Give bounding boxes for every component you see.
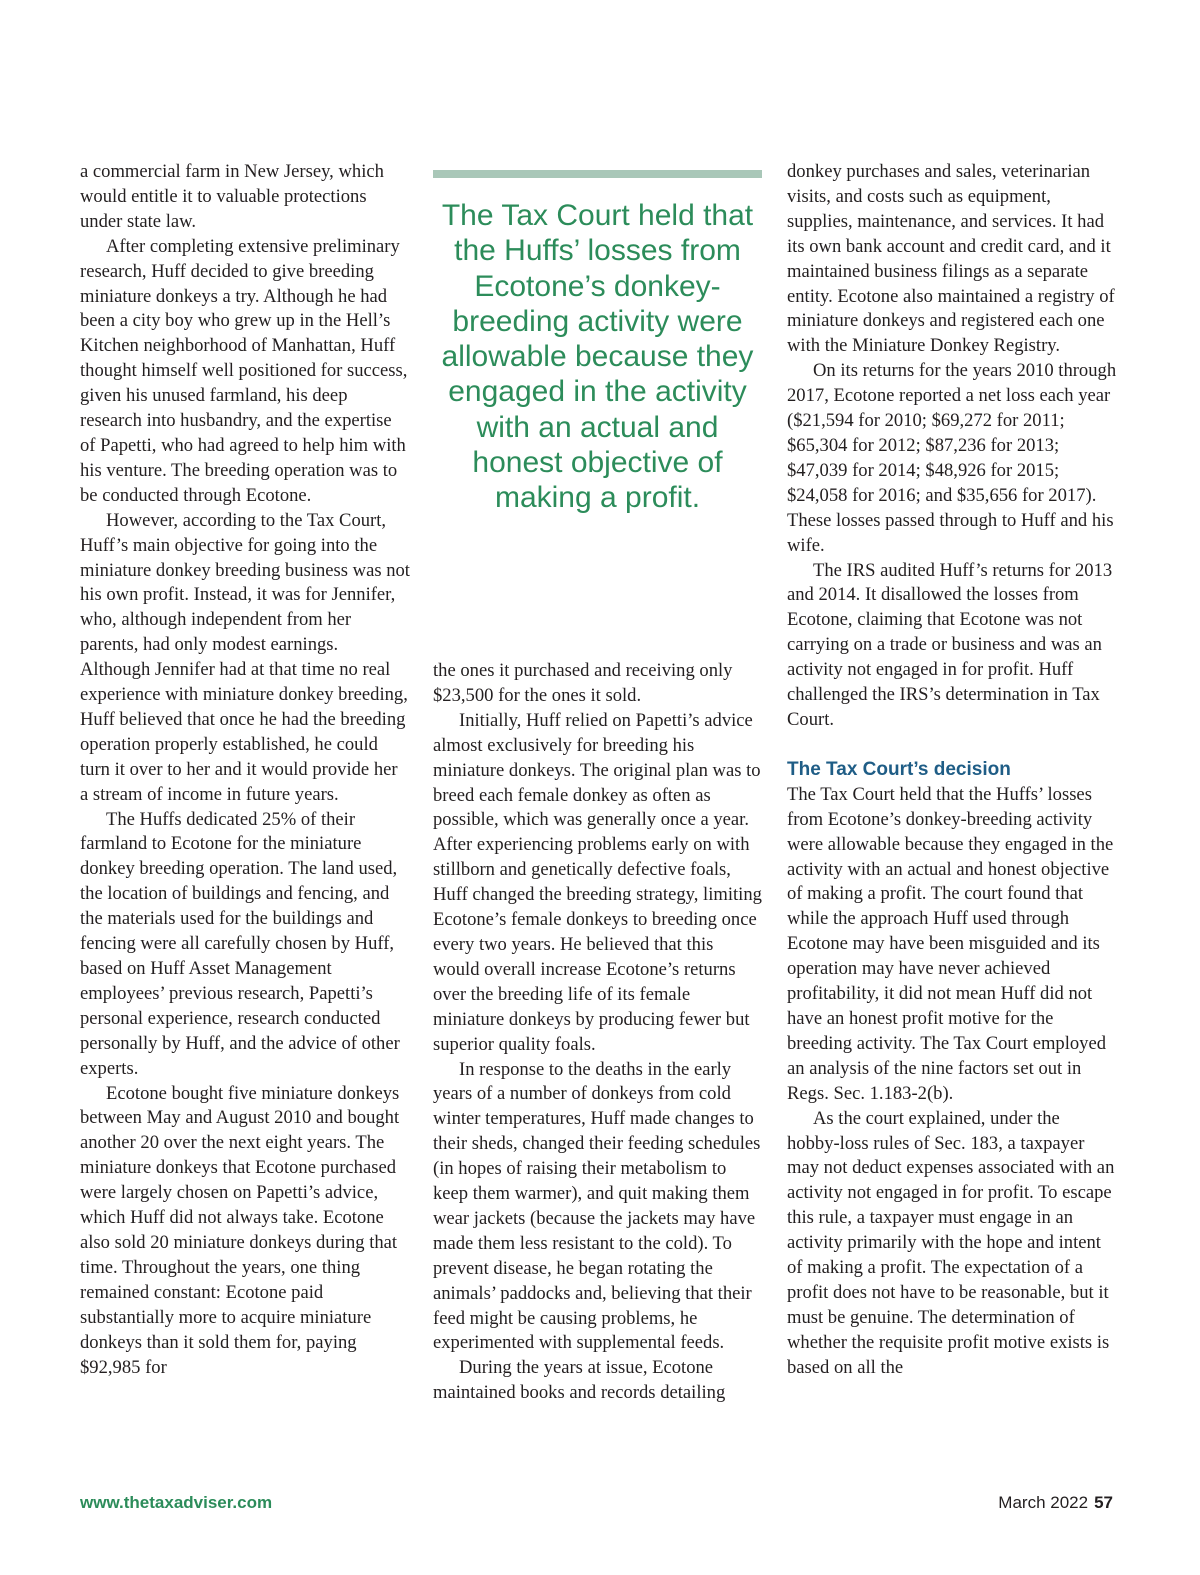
paragraph: donkey purchases and sales, veterinarian visits, and costs such as equipment, supplies, maintenance, and services. It had its own bank account and credit card, and it maintained business filings as a separate entity. Ecotone also maintained a registry of miniature donkeys and registered each one with the Miniature Donkey Registry.: [787, 161, 1115, 357]
footer-issue-info: [998, 1493, 1113, 1513]
paragraph: On its returns for the years 2010 through 2017, Ecotone reported a net loss each year ($21,594 for 2010; $69,272 for 2011; $65,304 for 2012; $87,236 for 2013; $47,039 for 2014; $48,926 for 2015; $24,058 for 2016; and $35,656 for 2017). These losses passed through to Huff and his wife.: [787, 360, 1117, 556]
article-column-1: [80, 160, 410, 1380]
pull-quote: The Tax Court held that the Huffs’ losses from Ecotone’s donkey-breeding activity were allowable because they engaged in the activity with an actual and honest objective of making a profit.: [441, 199, 754, 515]
paragraph: However, according to the Tax Court, Huff’s main objective for going into the miniature donkey breeding business was not his own profit. Instead, it was for Jennifer, who, although independent from her parents, had only modest earnings. Although Jennifer had at that time no real experience with miniature donkey breeding, Huff believed that once he had the breeding operation properly established, he could turn it over to her and it would provide her a stream of income in future years.: [80, 509, 410, 805]
paragraph: Initially, Huff relied on Papetti’s advice almost exclusively for breeding his miniature donkeys. The original plan was to breed each female donkey as often as possible, which was generally once a year. After experiencing problems early on with stillborn and genetically defective foals, Huff changed the breeding strategy, limiting Ecotone’s female donkeys to breeding once every two years. He believed that this would overall increase Ecotone’s returns over the breeding life of its female miniature donkeys by producing fewer but superior quality foals.: [433, 709, 762, 1055]
issue-date: March 2022: [998, 1493, 1089, 1512]
paragraph: a commercial farm in New Jersey, which would entitle it to valuable protections under state law.: [80, 161, 384, 232]
paragraph: In response to the deaths in the early years of a number of donkeys from cold winter temperatures, Huff made changes to their sheds, changed their feeding schedules (in hopes of raising their metabolism to keep them warmer), and quit making them wear jackets (because the jackets may have made them less resistant to the cold). To prevent disease, he began rotating the animals’ paddocks and, believing that their feed might be causing problems, he experimented with supplemental feeds.: [433, 1058, 761, 1354]
paragraph: The IRS audited Huff’s returns for 2013 and 2014. It disallowed the losses from Ecotone, claiming that Ecotone was not carrying on a trade or business and was an activity not engaged in for profit. Huff challenged the IRS’s determination in Tax Court.: [787, 559, 1113, 730]
article-column-3: [787, 160, 1117, 1381]
page-number: 57: [1094, 1493, 1113, 1512]
paragraph: the ones it purchased and receiving only $23,500 for the ones it sold.: [433, 660, 733, 706]
paragraph: After completing extensive preliminary research, Huff decided to give breeding miniature donkeys a try. Although he had been a city boy who grew up in the Hell’s Kitchen neighborhood of Manhattan, Huff thought himself well positioned for success, given his unused farmland, his deep research into husbandry, and the expertise of Papetti, who had agreed to help him with his venture. The breeding operation was to be conducted through Ecotone.: [80, 235, 408, 506]
paragraph: The Tax Court held that the Huffs’ losses from Ecotone’s donkey-breeding activity were allowable because they engaged in the activity with an actual and honest objective of making a profit. The court found that while the approach Huff used through Ecotone may have been misguided and its operation may have never achieved profitability, it did not mean Huff did not have an honest profit motive for the breeding activity. The Tax Court employed an analysis of the nine factors set out in Regs. Sec. 1.183-2(b).: [787, 783, 1114, 1104]
paragraph: Ecotone bought five miniature donkeys between May and August 2010 and bought another 20 over the next eight years. The miniature donkeys that Ecotone purchased were largely chosen on Papetti’s advice, which Huff did not always take. Ecotone also sold 20 miniature donkeys during that time. Throughout the years, one thing remained constant: Ecotone paid substantially more to acquire miniature donkeys than it sold them for, paying $92,985 for: [80, 1082, 400, 1378]
paragraph: As the court explained, under the hobby-loss rules of Sec. 183, a taxpayer may not deduct expenses associated with an activity not engaged in for profit. To escape this rule, a taxpayer must engage in an activity primarily with the hope and intent of making a profit. The expectation of a profit does not have to be reasonable, but it must be genuine. The determination of whether the requisite profit motive exists is based on all the: [787, 1107, 1115, 1378]
footer-website-link[interactable]: www.thetaxadviser.com: [80, 1493, 273, 1512]
article-column-2: [433, 659, 763, 1406]
section-heading: The Tax Court’s decision: [787, 758, 1011, 780]
paragraph: During the years at issue, Ecotone maintained books and records detailing: [433, 1357, 726, 1404]
pull-quote-rule: [433, 170, 762, 178]
paragraph: The Huffs dedicated 25% of their farmland to Ecotone for the miniature donkey breeding operation. The land used, the location of buildings and fencing, and the materials used for the buildings and fencing were all carefully chosen by Huff, based on Huff Asset Management employees’ previous research, Papetti’s personal experience, research conducted personally by Huff, and the advice of other experts.: [80, 808, 400, 1079]
